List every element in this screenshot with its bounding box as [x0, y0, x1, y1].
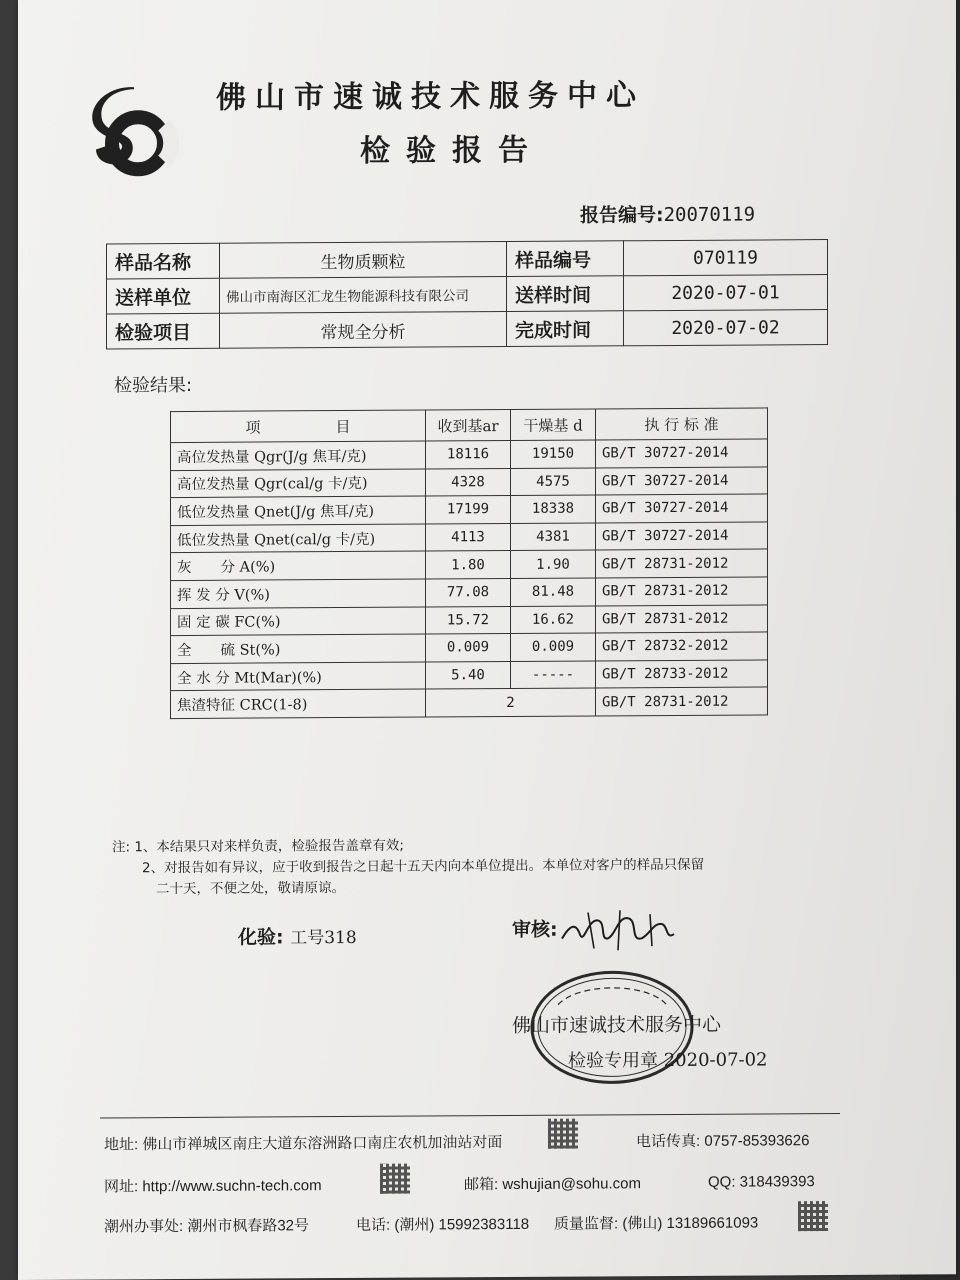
send-time-value: 2020-07-01	[624, 275, 828, 311]
sender-value: 佛山市南海区汇龙生物能源科技有限公司	[220, 277, 507, 314]
finish-time-label: 完成时间	[507, 311, 624, 347]
row-item: 固 定 碳 FC(%)	[171, 607, 426, 636]
row-dry-basis: 0.009	[511, 633, 596, 661]
row-standard: GB/T 30727-2014	[596, 522, 768, 551]
footer-supervision: 质量监督: (佛山) 13189661093	[554, 1214, 759, 1233]
row-dry-basis: 16.62	[511, 606, 596, 634]
row-standard: GB/T 28731-2012	[596, 604, 768, 633]
table-row	[171, 577, 768, 608]
row-item: 低位发热量 Qnet(J/g 焦耳/克)	[171, 496, 426, 525]
row-combined-value: 2	[426, 688, 596, 717]
report-paper	[18, 0, 956, 1280]
footer-qq: QQ: 318439393	[708, 1173, 815, 1191]
row-dry-basis: 18338	[511, 495, 596, 523]
report-number-label: 报告编号:	[580, 204, 664, 227]
footer-website: 网址: http://www.suchn-tech.com	[104, 1177, 322, 1196]
stamp-text-date: 检验专用章 2020-07-02	[568, 1049, 768, 1072]
sample-info-table	[106, 239, 828, 349]
sample-name-value: 生物质颗粒	[220, 242, 507, 279]
row-standard: GB/T 28732-2012	[596, 632, 768, 661]
table-row	[171, 439, 768, 470]
footer-phone: 电话传真: 0757-85393626	[636, 1132, 810, 1151]
header-standard: 执 行 标 准	[596, 408, 768, 440]
stamp-text-organization: 佛山市速诚技术服务中心	[512, 1013, 722, 1037]
row-dry-basis: 1.90	[511, 550, 596, 578]
header-as-received: 收到基ar	[426, 409, 511, 441]
row-item: 挥 发 分 V(%)	[171, 579, 426, 608]
row-dry-basis: 19150	[511, 440, 596, 468]
header-dry-basis: 干燥基 d	[511, 409, 596, 441]
row-standard: GB/T 30727-2014	[596, 467, 768, 496]
row-standard: GB/T 28733-2012	[596, 660, 768, 689]
company-logo-icon	[88, 83, 184, 180]
row-item: 焦渣特征 CRC(1-8)	[171, 689, 426, 718]
note-line: 注: 1、本结果只对来样负责，检验报告盖章有效;	[112, 837, 404, 856]
row-as-received: 15.72	[426, 606, 511, 634]
row-item: 低位发热量 Qnet(cal/g 卡/克)	[171, 524, 426, 553]
footer-chaozhou-phone: 电话: (潮州) 15992383118	[356, 1215, 530, 1234]
handwritten-signature-icon	[558, 904, 678, 955]
table-row	[171, 494, 768, 525]
chemist-label: 化验:	[238, 926, 284, 949]
qr-code-icon	[548, 1119, 578, 1149]
row-standard: GB/T 28731-2012	[596, 687, 768, 716]
row-dry-basis: -----	[511, 661, 596, 689]
row-item: 全 硫 St(%)	[171, 634, 426, 663]
table-row	[171, 687, 768, 718]
row-as-received: 0.009	[426, 634, 511, 662]
footer-address: 地址: 佛山市禅城区南庄大道东溶洲路口南庄农机加油站对面	[104, 1134, 503, 1154]
report-number	[580, 199, 755, 227]
test-item-label: 检验项目	[107, 313, 220, 349]
sample-name-label: 样品名称	[107, 243, 220, 279]
results-table	[170, 407, 768, 719]
notes	[112, 834, 704, 901]
sample-no-value: 070119	[624, 240, 828, 276]
footer-email: 邮箱: wshujian@sohu.com	[464, 1175, 641, 1194]
row-as-received: 17199	[426, 496, 511, 524]
table-row	[171, 522, 768, 553]
table-row	[171, 604, 768, 635]
qr-code-icon	[380, 1164, 410, 1194]
note-line: 2、对报告如有异议，应于收到报告之日起十五天内向本单位提出。本单位对客户的样品只保留	[142, 856, 705, 877]
row-item: 灰 分 A(%)	[171, 551, 426, 580]
reviewer-label: 审核:	[512, 918, 558, 941]
footer-divider	[100, 1113, 840, 1119]
row-standard: GB/T 30727-2014	[596, 494, 768, 523]
note-line: 二十天，不便之处，敬请原谅。	[156, 880, 345, 898]
row-dry-basis: 4575	[511, 468, 596, 496]
chemist-signoff	[238, 922, 357, 950]
row-item: 高位发热量 Qgr(J/g 焦耳/克)	[171, 441, 426, 470]
row-as-received: 4328	[426, 468, 511, 496]
sample-no-label: 样品编号	[507, 241, 624, 277]
row-as-received: 77.08	[426, 578, 511, 606]
results-label: 检验结果:	[114, 374, 193, 397]
report-number-value: 20070119	[663, 203, 756, 227]
row-item: 全 水 分 Mt(Mar)(%)	[171, 662, 426, 691]
document-title: 检验报告	[360, 132, 544, 169]
chemist-value: 工号318	[290, 927, 357, 949]
sender-label: 送样单位	[107, 278, 220, 314]
row-as-received: 18116	[426, 440, 511, 468]
row-as-received: 1.80	[426, 551, 511, 579]
table-row	[171, 632, 768, 663]
header-item: 项 目	[171, 410, 426, 443]
table-row	[171, 660, 768, 691]
row-standard: GB/T 28731-2012	[596, 577, 768, 606]
row-as-received: 4113	[426, 523, 511, 551]
row-dry-basis: 81.48	[511, 578, 596, 606]
row-standard: GB/T 30727-2014	[596, 439, 768, 468]
organization-name: 佛山市速诚技术服务中心	[216, 78, 645, 116]
row-dry-basis: 4381	[511, 523, 596, 551]
footer-chaozhou-office: 潮州办事处: 潮州市枫春路32号	[104, 1217, 310, 1236]
row-standard: GB/T 28731-2012	[596, 549, 768, 578]
row-as-received: 5.40	[426, 661, 511, 689]
row-item: 高位发热量 Qgr(cal/g 卡/克)	[171, 469, 426, 498]
send-time-label: 送样时间	[507, 276, 624, 312]
test-item-value: 常规全分析	[220, 312, 507, 349]
table-row	[171, 549, 768, 580]
table-row	[171, 467, 768, 498]
finish-time-value: 2020-07-02	[624, 310, 828, 346]
qr-code-icon	[798, 1201, 828, 1231]
